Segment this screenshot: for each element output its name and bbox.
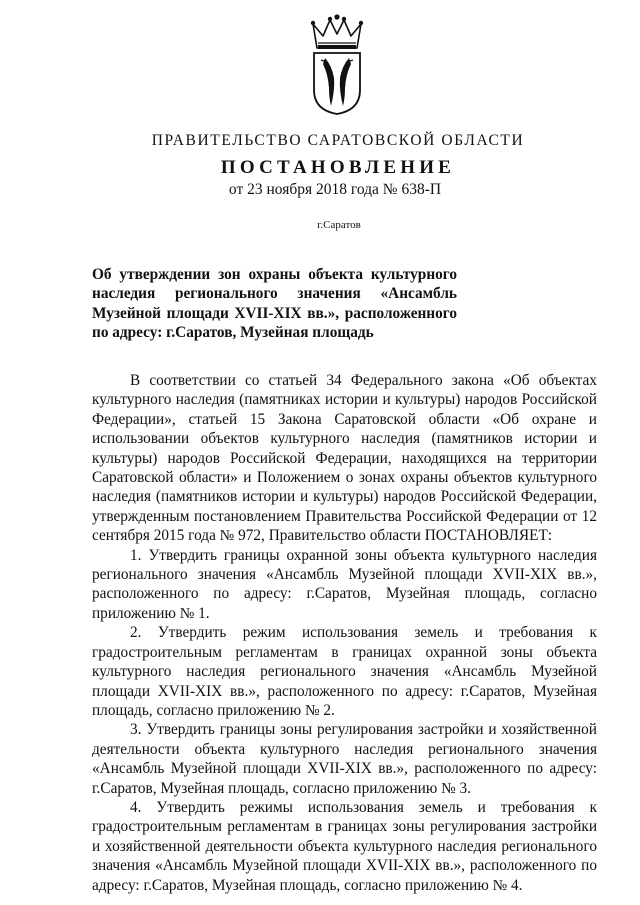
- document-type: ПОСТАНОВЛЕНИЕ: [220, 157, 456, 178]
- document-body: [92, 371, 597, 895]
- preamble-paragraph: В соответствии со статьей 34 Федерального закона «Об объектах культурного наследия (памятниках истории и культуры) народов Российской Федерации», статьей 15 Закона Саратовской области «Об охране и использовании объектов культурного наследия (памятников истории и культуры) народов Российской Федерации, находящихся на территории Саратовской области» и Положением о зонах охраны объектов культурного наследия (памятников истории и культуры) народов Российской Федерации, утвержденным постановлением Правительства Российской Федерации от 12 сентября 2015 года № 972, Правительство области ПОСТАНОВЛЯЕТ:: [92, 372, 597, 545]
- clause-4-paragraph: 4. Утвердить режимы использования земель и требования к градостроительным регламентам в границах зоны регулирования застройки и хозяйственной деятельности объекта культурного наследия регионального значения «Ансамбль Музейной площади XVII-XIX вв.», расположенного по адресу: г.Саратов, Музейная площадь, согласно приложению № 4.: [92, 798, 597, 894]
- document-subject: Об утверждении зон охраны объекта культурного наследия регионального значения «Ансамбль Музейной площади XVII-XIX вв.», расположенного по адресу: г.Саратов, Музейная площадь: [92, 266, 457, 341]
- government-name: ПРАВИТЕЛЬСТВО САРАТОВСКОЙ ОБЛАСТИ: [151, 132, 525, 149]
- document-date-number: от 23 ноября 2018 года № 638-П: [228, 181, 442, 198]
- coat-of-arms-icon: [301, 14, 373, 116]
- clause-2-paragraph: 2. Утвердить режим использования земель и требования к градостроительным регламентам в границах охранной зоны объекта культурного наследия регионального значения «Ансамбль Музейной площади XVII-XIX вв.», расположенного по адресу: г.Саратов, Музейная площадь, согласно приложению № 2.: [92, 624, 597, 719]
- city-name: г.Саратов: [317, 219, 361, 231]
- coat-of-arms-graphic: [301, 14, 373, 116]
- clause-3-paragraph: 3. Утвердить границы зоны регулирования застройки и хозяйственной деятельности объекта культурного наследия регионального значения «Ансамбль Музейной площади XVII-XIX вв.», расположенного по адресу: г.Саратов, Музейная площадь, согласно приложению № 3.: [92, 721, 597, 797]
- clause-1-paragraph: 1. Утвердить границы охранной зоны объекта культурного наследия регионального значения «Ансамбль Музейной площади XVII-XIX вв.», расположенного по адресу: г.Саратов, Музейная площадь, согласно приложению № 1.: [92, 546, 597, 622]
